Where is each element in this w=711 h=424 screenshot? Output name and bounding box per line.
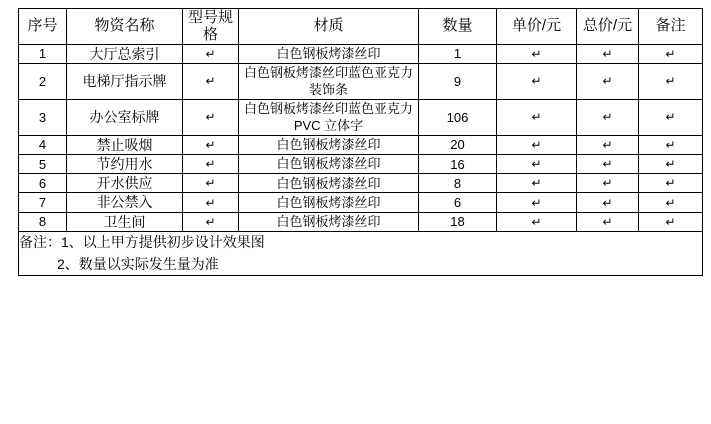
cell-material: 白色钢板烤漆丝印蓝色亚克力 PVC 立体字 — [239, 99, 419, 135]
cell-material: 白色钢板烤漆丝印 — [239, 174, 419, 193]
cell-remark: ↵ — [639, 212, 703, 231]
cell-remark: ↵ — [639, 44, 703, 63]
cell-model: ↵ — [183, 155, 239, 174]
cell-name: 开水供应 — [67, 174, 183, 193]
cell-material: 白色钢板烤漆丝印 — [239, 155, 419, 174]
cell-seq: 1 — [19, 44, 67, 63]
cell-total-price: ↵ — [577, 135, 639, 154]
table-row — [19, 63, 703, 99]
header-model: 型号规格 — [183, 9, 239, 45]
table-row — [19, 174, 703, 193]
header-material: 材质 — [239, 9, 419, 45]
cell-name: 电梯厅指示牌 — [67, 63, 183, 99]
cell-total-price: ↵ — [577, 99, 639, 135]
cell-name: 办公室标牌 — [67, 99, 183, 135]
cell-unit-price: ↵ — [497, 63, 577, 99]
cell-seq: 3 — [19, 99, 67, 135]
cell-material: 白色钢板烤漆丝印 — [239, 193, 419, 212]
header-remark: 备注 — [639, 9, 703, 45]
cell-quantity: 8 — [419, 174, 497, 193]
cell-remark: ↵ — [639, 135, 703, 154]
cell-quantity: 106 — [419, 99, 497, 135]
cell-quantity: 9 — [419, 63, 497, 99]
header-unit-price: 单价/元 — [497, 9, 577, 45]
footer-note-line-1: 备注：1、以上甲方提供初步设计效果图 — [19, 233, 265, 250]
footer-note-line-2: 2、数量以实际发生量为准 — [57, 255, 219, 272]
cell-quantity: 6 — [419, 193, 497, 212]
cell-quantity: 16 — [419, 155, 497, 174]
table-row — [19, 212, 703, 231]
cell-unit-price: ↵ — [497, 44, 577, 63]
cell-seq: 6 — [19, 174, 67, 193]
cell-unit-price: ↵ — [497, 99, 577, 135]
cell-name: 禁止吸烟 — [67, 135, 183, 154]
cell-unit-price: ↵ — [497, 135, 577, 154]
cell-seq: 2 — [19, 63, 67, 99]
cell-name: 卫生间 — [67, 212, 183, 231]
cell-unit-price: ↵ — [497, 193, 577, 212]
materials-table — [18, 8, 703, 276]
cell-total-price: ↵ — [577, 174, 639, 193]
cell-unit-price: ↵ — [497, 155, 577, 174]
cell-seq: 4 — [19, 135, 67, 154]
cell-material: 白色钢板烤漆丝印 — [239, 135, 419, 154]
cell-model: ↵ — [183, 63, 239, 99]
cell-unit-price: ↵ — [497, 212, 577, 231]
header-seq: 序号 — [19, 9, 67, 45]
cell-seq: 8 — [19, 212, 67, 231]
cell-seq: 5 — [19, 155, 67, 174]
cell-remark: ↵ — [639, 155, 703, 174]
cell-remark: ↵ — [639, 193, 703, 212]
header-quantity: 数量 — [419, 9, 497, 45]
cell-total-price: ↵ — [577, 44, 639, 63]
table-header-row — [19, 9, 703, 45]
cell-model: ↵ — [183, 212, 239, 231]
header-total-price: 总价/元 — [577, 9, 639, 45]
table-row — [19, 155, 703, 174]
cell-name: 非公禁入 — [67, 193, 183, 212]
cell-remark: ↵ — [639, 99, 703, 135]
cell-material: 白色钢板烤漆丝印 — [239, 212, 419, 231]
cell-quantity: 20 — [419, 135, 497, 154]
cell-model: ↵ — [183, 174, 239, 193]
cell-remark: ↵ — [639, 174, 703, 193]
cell-quantity: 18 — [419, 212, 497, 231]
cell-remark: ↵ — [639, 63, 703, 99]
cell-name: 大厅总索引 — [67, 44, 183, 63]
table-row — [19, 135, 703, 154]
cell-total-price: ↵ — [577, 193, 639, 212]
cell-model: ↵ — [183, 135, 239, 154]
document-page — [0, 8, 711, 424]
cell-name: 节约用水 — [67, 155, 183, 174]
cell-model: ↵ — [183, 193, 239, 212]
table-footer-row — [19, 231, 703, 275]
cell-material: 白色钢板烤漆丝印 — [239, 44, 419, 63]
cell-quantity: 1 — [419, 44, 497, 63]
cell-total-price: ↵ — [577, 63, 639, 99]
table-row — [19, 44, 703, 63]
cell-unit-price: ↵ — [497, 174, 577, 193]
cell-material: 白色钢板烤漆丝印蓝色亚克力装饰条 — [239, 63, 419, 99]
cell-total-price: ↵ — [577, 212, 639, 231]
cell-model: ↵ — [183, 99, 239, 135]
header-name: 物资名称 — [67, 9, 183, 45]
cell-model: ↵ — [183, 44, 239, 63]
table-row — [19, 99, 703, 135]
table-row — [19, 193, 703, 212]
footer-note — [19, 231, 703, 275]
cell-seq: 7 — [19, 193, 67, 212]
cell-total-price: ↵ — [577, 155, 639, 174]
